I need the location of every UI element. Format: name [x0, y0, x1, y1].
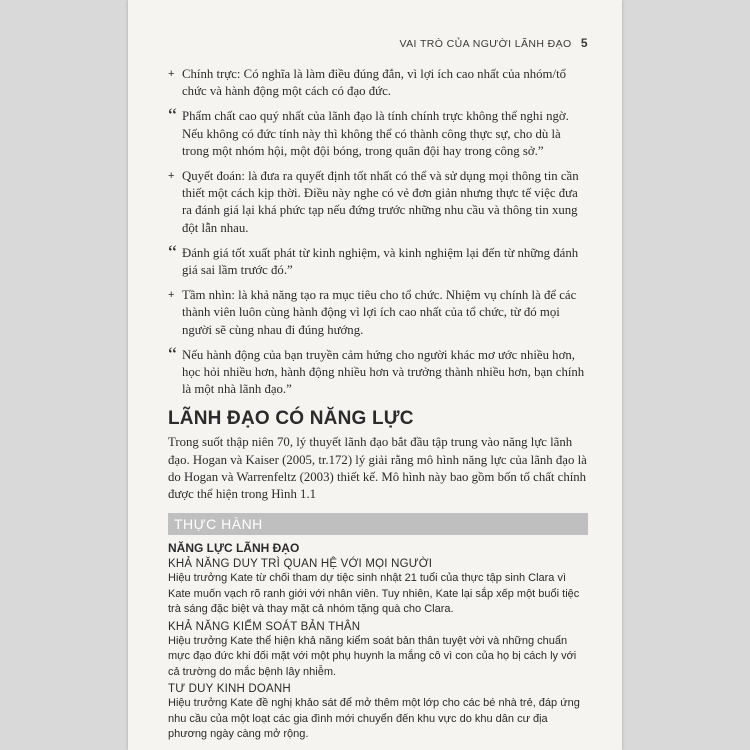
bullet-text: Quyết đoán: là đưa ra quyết định tốt nhất có thể và sử dụng mọi thông tin cần thiết một cách kịp thời. Điều này nghe có vẻ đơn giản nhưng thực tế việc đưa ra đánh giá lại khá phức tạp nếu đứng trước những nhu cầu và thông tin xung đột lẫn nhau. — [182, 169, 579, 235]
book-page — [128, 0, 622, 750]
page-content — [168, 66, 588, 746]
quote-text: Nếu hành động của bạn truyền cảm hứng cho người khác mơ ước nhiều hơn, học hỏi nhiều hơn, hành động nhiều hơn và trưởng thành nhiều hơn, bạn chính là một nhà lãnh đạo.” — [182, 347, 585, 397]
running-header — [400, 36, 589, 50]
bullet-decisiveness — [168, 168, 588, 237]
chapter-title: VAI TRÒ CỦA NGƯỜI LÃNH ĐẠO — [399, 38, 572, 50]
practice-item-heading: KHẢ NĂNG DUY TRÌ QUAN HỆ VỚI MỌI NGƯỜI — [168, 558, 433, 571]
plus-bullet-icon: + — [168, 68, 175, 80]
practice-item-heading: TƯ DUY KINH DOANH — [168, 683, 291, 696]
open-quote-icon: “ — [168, 343, 177, 366]
bullet-text: Tầm nhìn: là khả năng tạo ra mục tiêu cho tổ chức. Nhiệm vụ chính là để các thành viên luôn cùng hành động vì lợi ích cao nhất của tổ chức, từ đó mọi người sẽ cùng nhau đi đúng hướng. — [182, 288, 577, 337]
practice-item-text: Hiệu trưởng Kate từ chối tham dự tiệc sinh nhật 21 tuổi của thực tập sinh Clara vì Kate muốn vạch rõ ranh giới với nhân viên. Tuy nhiên, Kate lại sắp xếp một buổi tiệc trà sáng đặc biệt và thay mặt cả nhóm tặng quà cho Clara. — [168, 572, 580, 616]
plus-bullet-icon: + — [168, 170, 175, 183]
quote-text: Đánh giá tốt xuất phát từ kinh nghiệm, và kinh nghiệm lại đến từ những đánh giá sai lầm trước đó.” — [182, 245, 579, 278]
practice-banner: THỰC HÀNH — [168, 513, 588, 535]
section-paragraph: Trong suốt thập niên 70, lý thuyết lãnh đạo bắt đầu tập trung vào năng lực lãnh đạo. Hogan và Kaiser (2005, tr.172) lý giải rằng mô hình năng lực của lãnh đạo là do Hogan và Warrenfeltz (2003) thiết kế. Mô hình này bao gồm bốn tố chất chính được thể hiện trong Hình 1.1 — [168, 435, 587, 502]
bullet-integrity — [168, 66, 588, 100]
practice-item-heading: KHẢ NĂNG KIỂM SOÁT BẢN THÂN — [168, 620, 361, 633]
page-number: 5 — [580, 36, 588, 50]
quote-text: Phẩm chất cao quý nhất của lãnh đạo là tính chính trực không thể nghi ngờ. Nếu không có đức tính này thì không thể có thành công thực sự, cho dù là trong một nhóm hội, một đội bóng, trong quân đội hay trong công sở.” — [182, 109, 569, 158]
section-heading: LÃNH ĐẠO CÓ NĂNG LỰC — [168, 408, 414, 430]
quote-inspiration — [168, 343, 588, 399]
practice-subtitle: NĂNG LỰC LÃNH ĐẠO — [168, 541, 300, 556]
quote-integrity — [168, 105, 588, 160]
plus-bullet-icon: + — [168, 289, 175, 302]
bullet-text: Chính trực: Có nghĩa là làm điều đúng đắn, vì lợi ích cao nhất của nhóm/tổ chức và hành động một cách có đạo đức. — [182, 67, 567, 99]
practice-item-text: Hiệu trưởng Kate đề nghị khảo sát để mở thêm một lớp cho các bé nhà trẻ, đáp ứng nhu cầu của một loạt các gia đình mới chuyển đến khu vực do khu dân cư địa phương ngày càng mở rộng. — [168, 697, 580, 741]
bullet-vision — [168, 287, 588, 339]
quote-judgement — [168, 241, 588, 279]
practice-item-text: Hiệu trưởng Kate thể hiện khả năng kiểm soát bản thân tuyệt vời và những chuẩn mực đạo đức khi đối mặt với một phụ huynh la mắng cô vì con của họ bị cách ly với cả trường do mắc bệnh lây nhiễm. — [168, 634, 577, 678]
open-quote-icon: “ — [168, 241, 177, 264]
open-quote-icon: “ — [168, 105, 177, 128]
